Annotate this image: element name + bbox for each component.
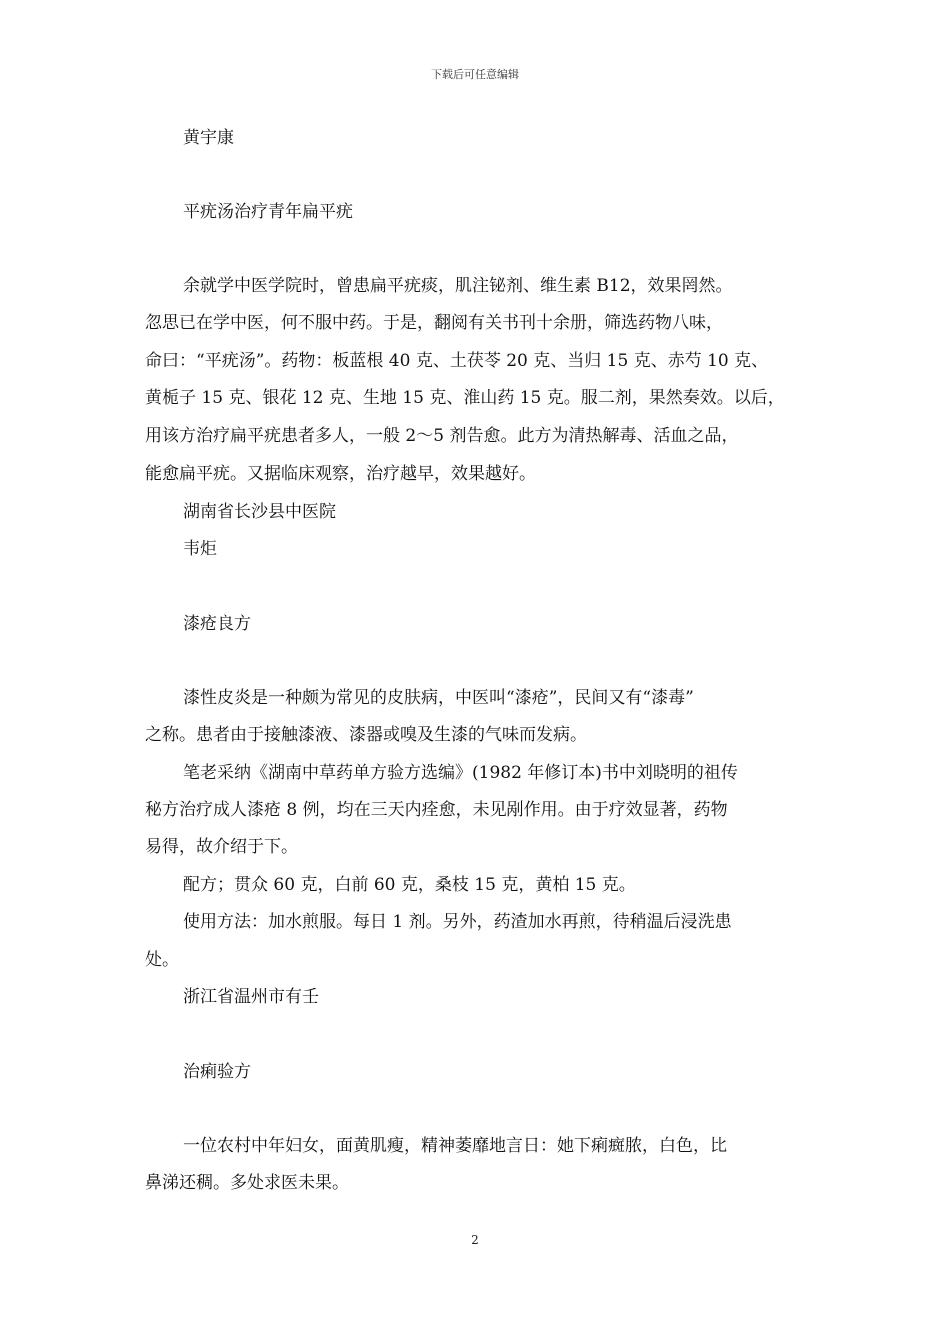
paragraph-line: 能愈扁平疣。又据临床观察，治疗越早，效果越好。 bbox=[145, 464, 536, 484]
section-title: 治痢验方 bbox=[183, 1062, 251, 1082]
paragraph-line: 黄栀子 15 克、银花 12 克、生地 15 克、淮山药 15 克。服二剂，果然奏效。以后， bbox=[145, 388, 785, 408]
paragraph-line: 忽思已在学中医，何不服中药。于是，翻阅有关书刊十余册，筛选药物八味， bbox=[145, 313, 723, 333]
paragraph-line: 鼻涕还稠。多处求医未果。 bbox=[145, 1173, 349, 1193]
section-title: 平疣汤治疗青年扁平疣 bbox=[183, 202, 353, 222]
paragraph-line: 秘方治疗成人漆疮 8 例，均在三天内痊愈，未见剐作用。由于疗效显著，药物 bbox=[145, 800, 728, 820]
page-number: 2 bbox=[471, 1233, 479, 1247]
paragraph-line: 命曰：“平疣汤”。药物：板蓝根 40 克、土茯苓 20 克、当归 15 克、赤芍 10 克、 bbox=[145, 351, 769, 371]
paragraph-line: 一位农村中年妇女，面黄肌瘦，精神萎靡地言日：她下痢癍脓，白色，比 bbox=[183, 1136, 727, 1156]
section-title: 漆疮良方 bbox=[183, 614, 251, 634]
paragraph-line: 余就学中医学院时，曾患扁平疣痰，肌注铋剂、维生素 B12，效果罔然。 bbox=[183, 276, 733, 296]
paragraph-line: 使用方法：加水煎服。每日 1 剂。另外，药渣加水再煎，待稍温后浸洗患 bbox=[183, 912, 732, 932]
paragraph-line: 易得，故介绍于下。 bbox=[145, 837, 298, 857]
paragraph-line: 处。 bbox=[145, 950, 179, 970]
page-header: 下载后可任意编辑 bbox=[431, 68, 519, 81]
author-line: 黄宇康 bbox=[183, 128, 234, 148]
paragraph-line: 用该方治疗扁平疣患者多人，一般 2～5 剂告愈。此方为清热解毒、活血之品， bbox=[145, 426, 739, 446]
paragraph-line: 漆性皮炎是一种颇为常见的皮肤病，中医叫“漆疮”，民间又有“漆毒” bbox=[183, 688, 694, 708]
affiliation-line: 湖南省长沙县中医院 bbox=[183, 502, 336, 522]
author-line: 韦炬 bbox=[183, 539, 217, 559]
paragraph-line: 配方；贯众 60 克，白前 60 克，桑枝 15 克，黄柏 15 克。 bbox=[183, 875, 636, 895]
paragraph-line: 笔老采纳《湖南中草药单方验方选编》(1982 年修订本)书中刘晓明的祖传 bbox=[183, 763, 738, 783]
paragraph-line: 之称。患者由于接触漆液、漆器或嗅及生漆的气味而发病。 bbox=[145, 725, 587, 745]
affiliation-line: 浙江省温州市有壬 bbox=[183, 987, 319, 1007]
